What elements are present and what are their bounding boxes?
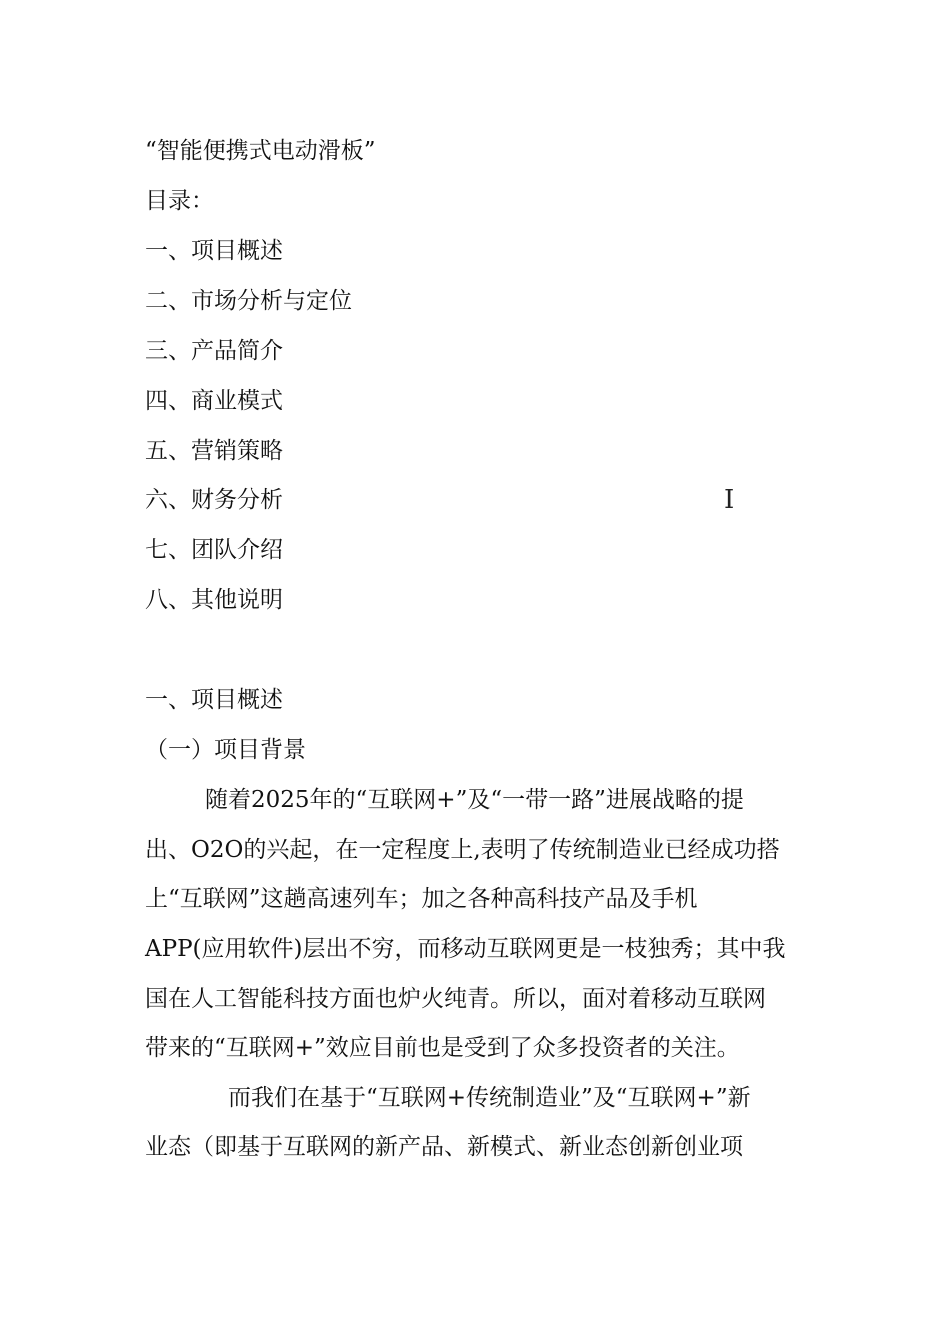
section-heading: 一、项目概述	[145, 687, 283, 713]
document-title: “智能便携式电动滑板”	[145, 138, 376, 164]
paragraph-line: 带来的“互联网+”效应目前也是受到了众多投资者的关注。	[145, 1035, 740, 1061]
paragraph-line: 上“互联网”这趟高速列车；加之各种高科技产品及手机	[145, 886, 698, 912]
toc-item: 二、市场分析与定位	[145, 288, 352, 314]
toc-heading: 目录：	[145, 188, 214, 214]
paragraph-line: 国在人工智能科技方面也炉火纯青。所以，面对着移动互联网	[145, 986, 766, 1012]
toc-item: 一、项目概述	[145, 238, 283, 264]
paragraph-line: 而我们在基于“互联网+传统制造业”及“互联网+”新	[228, 1085, 751, 1111]
toc-item: 四、商业模式	[145, 388, 283, 414]
text-cursor-icon: I	[724, 485, 735, 515]
subsection-heading: （一）项目背景	[145, 737, 306, 763]
paragraph-line: APP(应用软件)层出不穷，而移动互联网更是一枝独秀；其中我	[145, 936, 786, 962]
toc-item: 六、财务分析	[145, 487, 283, 513]
toc-item: 五、营销策略	[145, 438, 283, 464]
paragraph-line: 随着2025年的“互联网+”及“一带一路”进展战略的提	[205, 787, 744, 813]
toc-item: 七、团队介绍	[145, 537, 283, 563]
toc-item: 三、产品简介	[145, 338, 283, 364]
paragraph-line: 业态（即基于互联网的新产品、新模式、新业态创新创业项	[145, 1134, 743, 1160]
paragraph-line: 出、O2O的兴起，在一定程度上,表明了传统制造业已经成功搭	[145, 837, 780, 863]
toc-item: 八、其他说明	[145, 587, 283, 613]
